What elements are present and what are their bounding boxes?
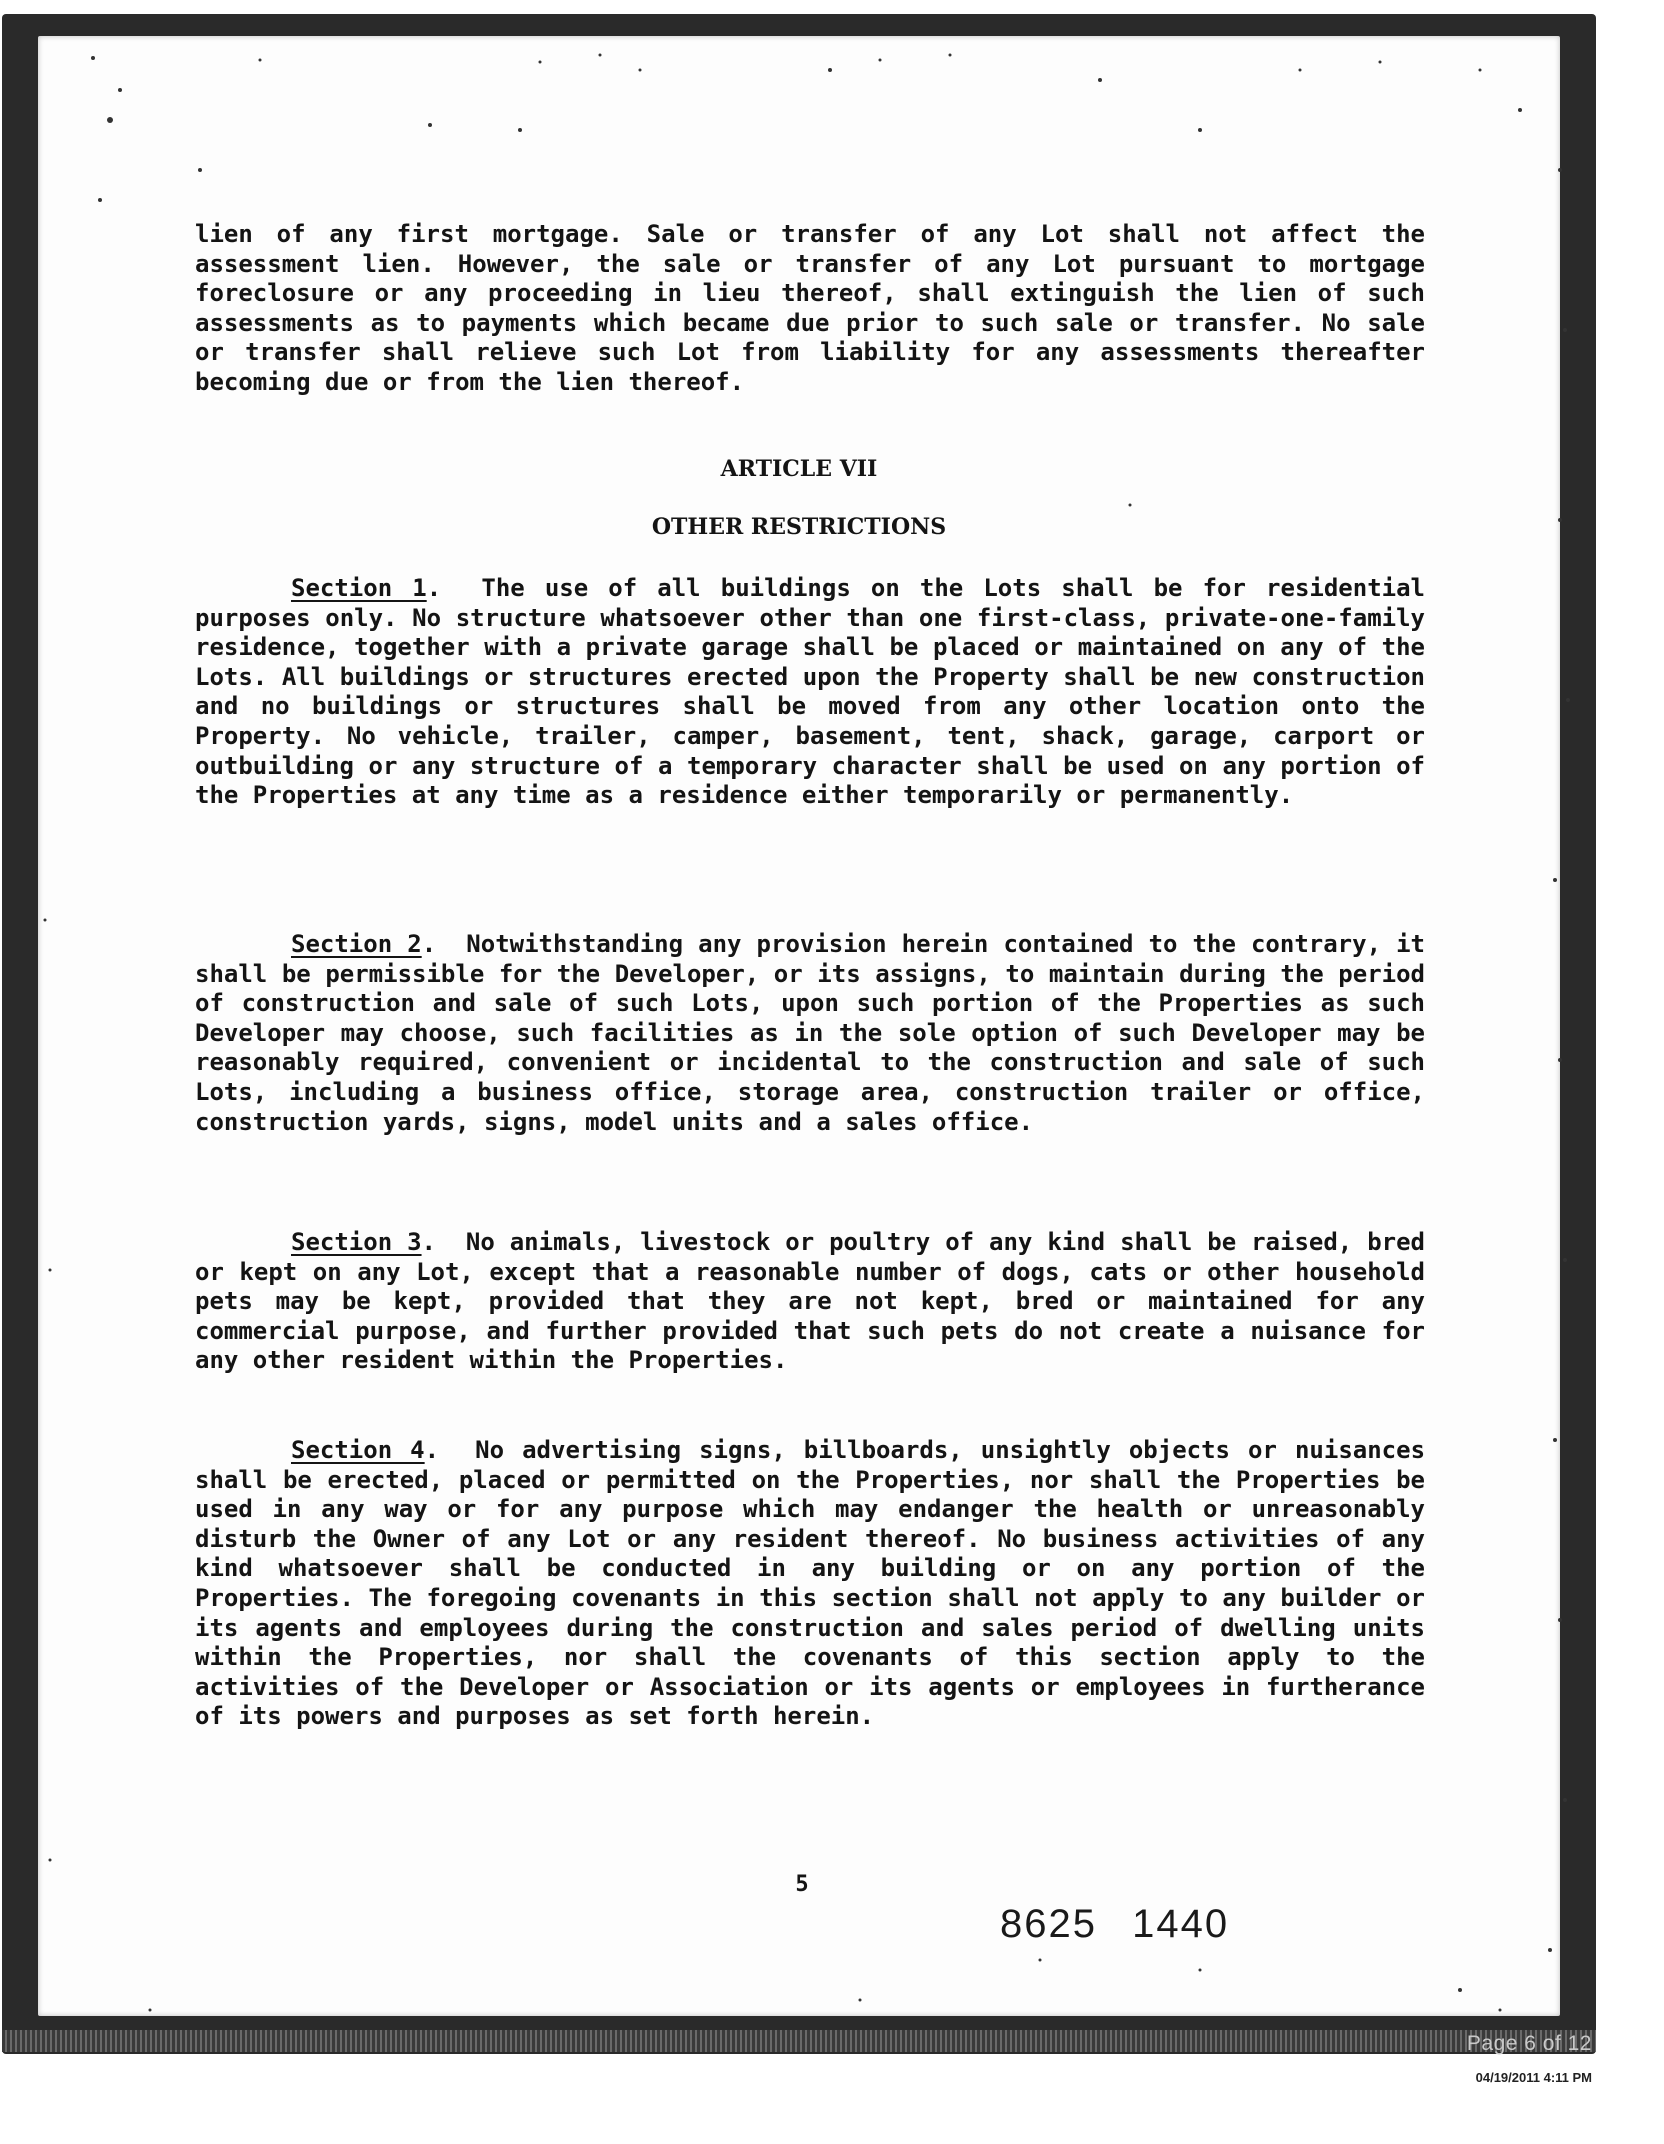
section-paragraph: Section 4. No advertising signs, billboards, unsightly objects or nuisances shall be erected, placed or permitted on the Properties, nor shall the Properties be used in any way or for any purpose which may endanger the health or unreasonably disturb the Owner of any Lot or any resident thereof. No business activities of any kind whatsoever shall be conducted in any building or on any portion of the Properties. The foregoing covenants in this section shall not apply to any builder or its agents and employees during the construction and sales period of dwelling units within the Properties, nor shall the covenants of this section apply to the activities of the Developer or Association or its agents or employees in furtherance of its powers and purposes as set forth herein. (195, 1436, 1426, 1731)
section-4-block (195, 1436, 1425, 1732)
section-paragraph: Section 2. Notwithstanding any provision herein contained to the contrary, it shall be permissible for the Developer, or its assigns, to maintain during the period of construction and sale of such Lots, upon such portion of the Properties as such Developer may choose, such facilities as in the sole option of such Developer may be reasonably required, convenient or incidental to the construction and sale of such Lots, including a business office, storage area, construction trailer or office, construction yards, signs, model units and a sales office. (195, 930, 1425, 1136)
section-heading: Section 4 (291, 1436, 425, 1464)
article-title: OTHER RESTRICTIONS (651, 514, 947, 540)
section-heading: Section 3 (291, 1228, 422, 1256)
scan-footer-strip (2, 2030, 1596, 2055)
section-1-block (195, 574, 1425, 811)
section-paragraph: Section 3. No animals, livestock or poultry of any kind shall be raised, bred or kept on any Lot, except that a reasonable number of dogs, cats or other household pets may be kept, provided that they are not kept, bred or maintained for any commercial purpose, and further provided that such pets do not create a nuisance for any other resident within the Properties. (195, 1228, 1425, 1375)
section-body: No advertising signs, billboards, unsightly objects or nuisances shall be erected, placed or permitted on the Properties, nor shall the Properties be used in any way or for any purpose which may endanger the health or unreasonably disturb the Owner of any Lot or any resident thereof. No business activities of any kind whatsoever shall be conducted in any building or on any portion of the Properties. The foregoing covenants in this section shall not apply to any builder or its agents and employees during the construction and sales period of dwelling units within the Properties, nor shall the covenants of this section apply to the activities of the Developer or Association or its agents or employees in furtherance of its powers and purposes as set forth herein. (195, 1436, 1426, 1731)
print-timestamp: 04/19/2011 4:11 PM (1475, 2070, 1592, 2085)
section-body: Notwithstanding any provision herein contained to the contrary, it shall be permissible for the Developer, or its assigns, to maintain during the period of construction and sale of such Lots, upon such portion of the Properties as such Developer may choose, such facilities as in the sole option of such Developer may be reasonably required, convenient or incidental to the construction and sale of such Lots, including a business office, storage area, construction trailer or office, construction yards, signs, model units and a sales office. (195, 930, 1425, 1136)
section-heading: Section 2 (291, 930, 422, 958)
page-number: 5 (795, 1872, 809, 1897)
section-2-block (195, 930, 1425, 1137)
section-body: The use of all buildings on the Lots shall be for residential purposes only. No structure whatsoever other than one first-class, private-one-family residence, together with a private garage shall be placed or maintained on any of the Lots. All buildings or structures erected upon the Property shall be new construction and no buildings or structures shall be moved from any other location onto the Property. No vehicle, trailer, camper, basement, tent, shack, garage, carport or outbuilding or any structure of a temporary character shall be used on any portion of the Properties at any time as a residence either temporarily or permanently. (195, 574, 1425, 810)
book-page-stamp: 8625 1440 (1000, 1902, 1230, 1946)
article-heading: ARTICLE VII (720, 456, 878, 482)
opening-paragraph-block (195, 220, 1425, 398)
section-paragraph: Section 1. The use of all buildings on the Lots shall be for residential purposes only. No structure whatsoever other than one first-class, private-one-family residence, together with a private garage shall be placed or maintained on any of the Lots. All buildings or structures erected upon the Property shall be new construction and no buildings or structures shall be moved from any other location onto the Property. No vehicle, trailer, camper, basement, tent, shack, garage, carport or outbuilding or any structure of a temporary character shall be used on any portion of the Properties at any time as a residence either temporarily or permanently. (195, 574, 1425, 810)
section-heading: Section 1 (291, 574, 427, 602)
opening-paragraph: lien of any first mortgage. Sale or transfer of any Lot shall not affect the assessment lien. However, the sale or transfer of any Lot pursuant to mortgage foreclosure or any proceeding in lieu thereof, shall extinguish the lien of such assessments as to payments which became due prior to such sale or transfer. No sale or transfer shall relieve such Lot from liability for any assessments thereafter becoming due or from the lien thereof. (195, 220, 1425, 396)
section-body: No animals, livestock or poultry of any kind shall be raised, bred or kept on any Lot, except that a reasonable number of dogs, cats or other household pets may be kept, provided that they are not kept, bred or maintained for any commercial purpose, and further provided that such pets do not create a nuisance for any other resident within the Properties. (195, 1228, 1425, 1375)
page-indicator: Page 6 of 12 (1466, 2032, 1592, 2055)
section-3-block (195, 1228, 1425, 1376)
